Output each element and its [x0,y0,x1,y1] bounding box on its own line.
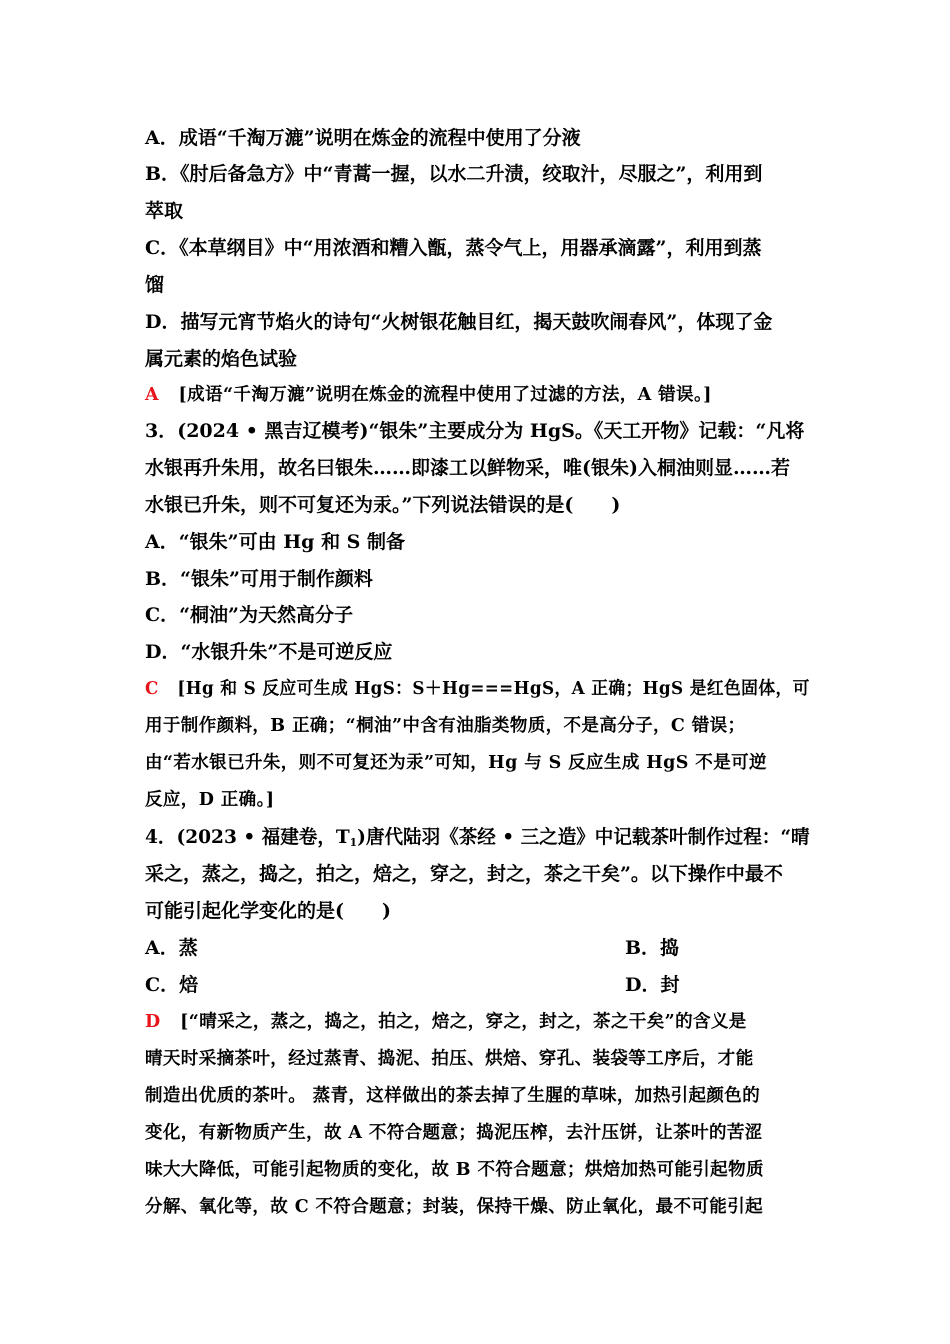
q4-stem-line1-b: )唐代陆羽《茶经 • 三之造》中记载茶叶制作过程：“晴 [357,826,810,848]
q4-answer-line6: 分解、氧化等，故 C 不符合题意；封装，保持干燥、防止氧化，最不可能引起 [145,1197,764,1217]
q3-option-a: A．“银朱”可由 Hg 和 S 制备 [145,531,406,553]
q4-options-row2 [145,972,810,998]
q3-stem-line2: 水银再升朱用，故名曰银朱……即漆工以鲜物采，唯(银朱)入桐油则显……若 [145,457,790,479]
q4-stem-subscript: 1 [349,836,358,849]
q4-stem-line1 [145,824,810,850]
q3-answer-line4: 反应，D 正确。] [145,790,275,810]
q2-option-d-line2: 属元素的焰色试验 [145,348,298,370]
q4-answer-text: [“晴采之，蒸之，捣之，拍之，焙之，穿之，封之，茶之干矣”的含义是 [180,1012,747,1032]
q4-answer-line5: 味大大降低，可能引起物质的变化，故 B 不符合题意；烘焙加热可能引起物质 [145,1160,764,1180]
q4-answer-line4: 变化，有新物质产生，故 A 不符合题意；捣泥压榨，去汁压饼，让茶叶的苦涩 [145,1123,763,1143]
q2-option-d-line1: D．描写元宵节焰火的诗句“火树银花触目红，揭天鼓吹闹春风”，体现了金 [145,311,773,333]
q2-option-c-line1: C．《本草纲目》中“用浓酒和糟入甑，蒸令气上，用器承滴露”，利用到蒸 [145,237,762,259]
q4-answer-key: D [145,1012,161,1032]
q3-answer-text: [Hg 和 S 反应可生成 HgS：S＋Hg===HgS，A 正确；HgS 是红色固体，可 [177,679,810,699]
q2-option-b-line1: B．《肘后备急方》中“青蒿一握，以水二升渍，绞取汁，尽服之”，利用到 [145,163,763,185]
q3-option-b: B．“银朱”可用于制作颜料 [145,568,373,590]
q4-option-b: B．捣 [625,937,680,959]
q4-answer-line1 [145,1009,810,1035]
q2-answer-text: [成语“千淘万漉”说明在炼金的流程中使用了过滤的方法，A 错误。] [178,385,712,405]
q4-stem-line3: 可能引起化学变化的是( ) [145,900,391,922]
q3-stem-line1: 3．(2024 • 黑吉辽模考)“银朱”主要成分为 HgS。《天工开物》记载：“凡将 [145,420,805,442]
q4-answer-line3: 制造出优质的茶叶。 蒸青，这样做出的茶去掉了生腥的草味，加热引起颜色的 [145,1086,761,1106]
q3-answer-line3: 由“若水银已升朱，则不可复还为汞”可知，Hg 与 S 反应生成 HgS 不是可逆 [145,753,767,773]
q2-option-c-line2: 馏 [145,274,165,296]
q4-option-c: C．焙 [145,974,199,996]
q3-answer-key: C [145,679,159,699]
q4-stem-line1-a: 4．(2023 • 福建卷，T [145,826,350,848]
q3-stem-line3: 水银已升朱，则不可复还为汞。”下列说法错误的是( ) [145,494,621,516]
q2-answer-key: A [145,385,159,405]
q3-answer-line2: 用于制作颜料，B 正确；“桐油”中含有油脂类物质，不是高分子，C 错误； [145,716,746,736]
q4-answer-line2: 晴天时采摘茶叶，经过蒸青、捣泥、拍压、烘焙、穿孔、装袋等工序后，才能 [145,1049,754,1069]
q4-stem-line2: 采之，蒸之，捣之，拍之，焙之，穿之，封之，茶之干矣”。以下操作中最不 [145,863,783,885]
q4-option-d: D．封 [625,974,680,996]
q4-option-a: A．蒸 [145,937,198,959]
q3-answer-line1 [145,676,810,702]
q2-option-b-line2: 萃取 [145,200,184,222]
q3-option-c: C．“桐油”为天然高分子 [145,604,353,626]
q2-option-a: A．成语“千淘万漉”说明在炼金的流程中使用了分液 [145,127,581,149]
q2-answer [145,382,810,408]
q4-options-row1 [145,935,810,961]
q3-option-d: D．“水银升朱”不是可逆反应 [145,641,393,663]
